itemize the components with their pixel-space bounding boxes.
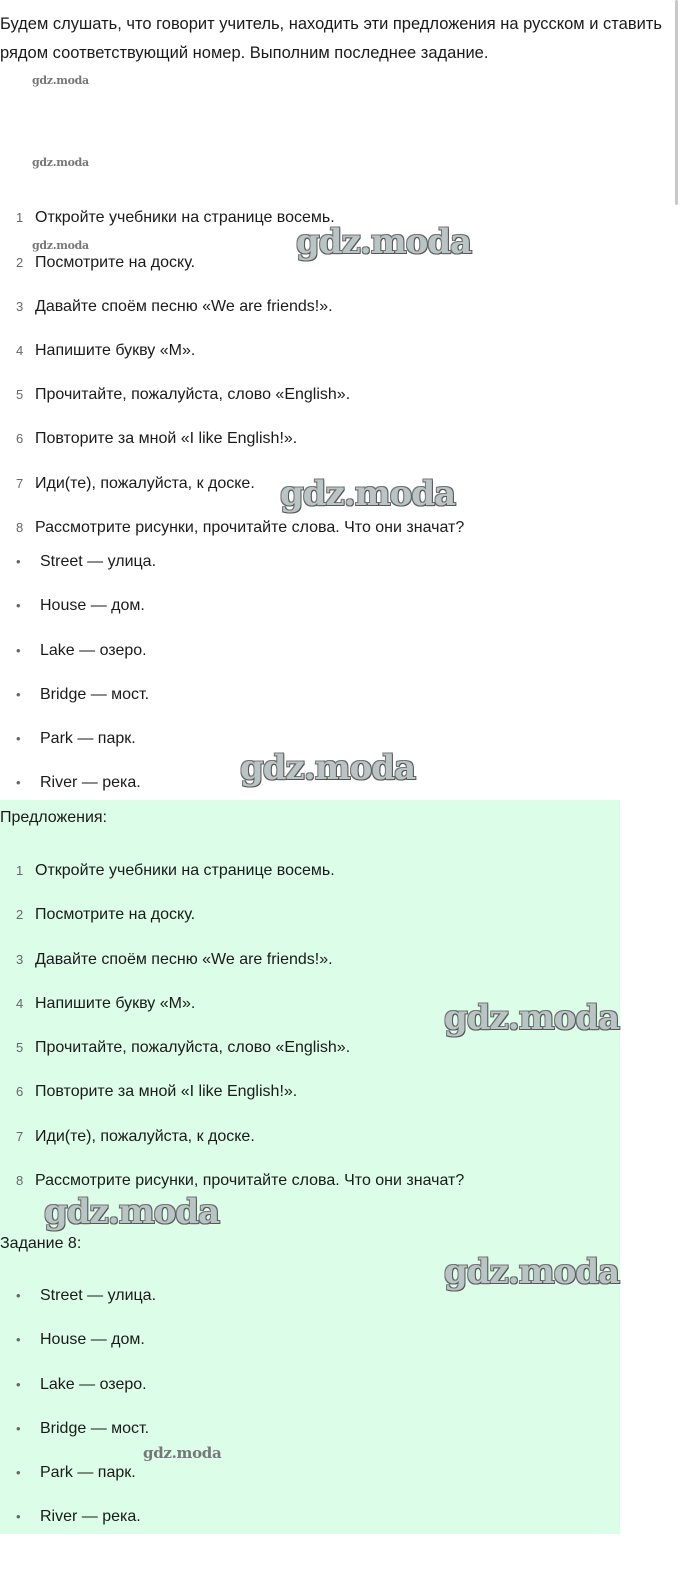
watermark: gdz.moda [44,1192,220,1232]
item-text: House — дом. [40,1331,145,1348]
item-text: House — дом. [40,597,145,614]
scrollbar[interactable] [675,0,678,205]
watermark-small: gdz.moda [143,1444,222,1462]
item-text: Повторите за мной «I like English!». [35,430,298,447]
item-number: 5 [16,387,24,402]
item-text: Lake — озеро. [40,1376,147,1393]
watermark: gdz.moda [444,998,620,1038]
item-number: 3 [16,299,24,314]
watermark-small: gdz.moda [32,156,89,169]
item-text: Lake — озеро. [40,642,147,659]
item-text: Прочитайте, пожалуйста, слово «English». [35,386,351,403]
watermark-small: gdz.moda [32,239,89,252]
bullet-icon: • [16,1465,21,1480]
item-number: 7 [16,1129,24,1144]
bullet-icon: • [16,687,21,702]
bullet-icon: • [16,554,21,569]
item-text: Park — парк. [40,730,136,747]
bullet-icon: • [16,1288,21,1303]
item-text: Street — улица. [40,553,157,570]
item-text: Park — парк. [40,1464,136,1481]
item-text: Давайте споём песню «We are friends!». [35,951,333,968]
bullet-icon: • [16,731,21,746]
item-text: Рассмотрите рисунки, прочитайте слова. Что они значат? [35,1172,465,1189]
watermark: gdz.moda [296,222,472,262]
watermark: gdz.moda [240,748,416,788]
watermark-small: gdz.moda [32,74,89,87]
item-text: Прочитайте, пожалуйста, слово «English». [35,1039,351,1056]
item-number: 4 [16,343,24,358]
item-text: Давайте споём песню «We are friends!». [35,298,333,315]
item-number: 2 [16,907,24,922]
item-number: 1 [16,210,24,225]
item-text: Bridge — мост. [40,686,150,703]
sentences-label: Предложения: [0,809,107,826]
item-text: Street — улица. [40,1287,157,1304]
item-text: Рассмотрите рисунки, прочитайте слова. Что они значат? [35,519,465,536]
bullet-icon: • [16,643,21,658]
item-text: Иди(те), пожалуйста, к доске. [35,475,255,492]
item-number: 4 [16,996,24,1011]
item-number: 6 [16,431,24,446]
item-number: 8 [16,520,24,535]
watermark: gdz.moda [444,1252,620,1292]
item-text: Иди(те), пожалуйста, к доске. [35,1128,255,1145]
item-number: 3 [16,952,24,967]
intro-paragraph: Будем слушать, что говорит учитель, находить эти предложения на русском и ставить рядом соответствующий номер. Выполним последнее задание. [0,15,662,62]
item-text: Повторите за мной «I like English!». [35,1083,298,1100]
item-text: Напишите букву «M». [35,995,196,1012]
item-text: Откройте учебники на странице восемь. [35,209,335,226]
bullet-icon: • [16,1377,21,1392]
item-text: Посмотрите на доску. [35,906,196,923]
item-text: Откройте учебники на странице восемь. [35,862,335,879]
item-text: Напишите букву «M». [35,342,196,359]
item-number: 7 [16,476,24,491]
bullet-icon: • [16,1509,21,1524]
item-text: River — река. [40,774,141,791]
bullet-icon: • [16,598,21,613]
bullet-icon: • [16,1421,21,1436]
bullet-icon: • [16,1332,21,1347]
item-text: Bridge — мост. [40,1420,150,1437]
task-label: Задание 8: [0,1235,82,1252]
item-number: 2 [16,255,24,270]
item-text: River — река. [40,1508,141,1525]
watermark: gdz.moda [280,474,456,514]
item-number: 1 [16,863,24,878]
bullet-icon: • [16,775,21,790]
item-number: 8 [16,1173,24,1188]
item-text: Посмотрите на доску. [35,254,196,271]
item-number: 5 [16,1040,24,1055]
item-number: 6 [16,1084,24,1099]
